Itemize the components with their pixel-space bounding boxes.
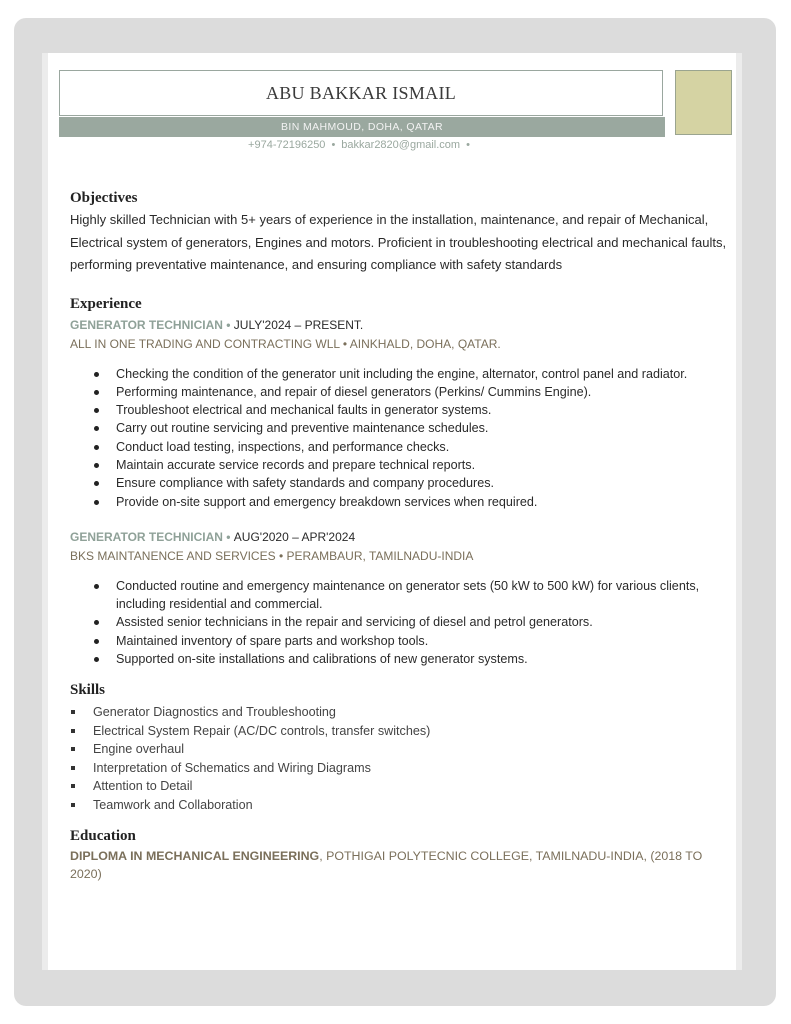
list-item: Generator Diagnostics and Troubleshooting <box>93 703 730 722</box>
education-heading: Education <box>70 828 136 845</box>
address-text: BIN MAHMOUD, DOHA, QATAR <box>280 121 444 133</box>
list-item: Conducted routine and emergency maintenance on generator sets (50 kW to 500 kW) for various clients, including residential and commercial. <box>116 577 730 614</box>
list-item: Performing maintenance, and repair of diesel generators (Perkins/ Cummins Engine). <box>116 383 730 401</box>
job-entry <box>70 316 730 511</box>
skills-section <box>70 682 730 814</box>
list-item: Troubleshoot electrical and mechanical faults in generator systems. <box>116 401 730 419</box>
objectives-section <box>70 190 730 277</box>
list-item: Supported on-site installations and calibrations of new generator systems. <box>116 650 730 668</box>
objectives-heading: Objectives <box>70 190 138 206</box>
skills-heading: Skills <box>70 682 106 699</box>
list-item: Engine overhaul <box>93 740 730 759</box>
objectives-text: Highly skilled Technician with 5+ years of experience in the installation, maintenance, and repair of Mechanical, Electrical system of generators, Engines and motors. Proficient in troubleshooting electrical and mechanical faults, performing preventative maintenance, and ensuring compliance with safety standards <box>70 212 727 272</box>
experience-heading: Experience <box>70 295 142 312</box>
degree-name: DIPLOMA IN MECHANICAL ENGINEERING <box>70 849 320 864</box>
experience-section <box>70 296 730 669</box>
list-item: Ensure compliance with safety standards and company procedures. <box>116 474 730 492</box>
address-bar <box>59 117 665 137</box>
job-title-line <box>70 316 730 335</box>
education-section <box>70 828 730 883</box>
education-details: , POTHIGAI POLYTECNIC COLLEGE, TAMILNADU-INDIA, (2018 TO 2020) <box>70 849 703 882</box>
candidate-name: ABU BAKKAR ISMAIL <box>265 82 457 103</box>
separator-dot: • <box>331 139 336 151</box>
list-item: Carry out routine servicing and preventive maintenance schedules. <box>116 419 730 437</box>
list-item: Interpretation of Schematics and Wiring Diagrams <box>93 759 730 778</box>
list-item: Electrical System Repair (AC/DC controls, transfer switches) <box>93 722 730 741</box>
job-title: GENERATOR TECHNICIAN <box>70 317 223 332</box>
job-title-line <box>70 528 730 547</box>
name-box <box>59 70 663 116</box>
job-duties-list <box>70 577 730 668</box>
job-dates: JULY'2024 – PRESENT. <box>233 317 364 332</box>
list-item: Attention to Detail <box>93 777 730 796</box>
list-item: Teamwork and Collaboration <box>93 796 730 815</box>
phone-number: +974-72196250 <box>248 139 326 151</box>
email-address: bakkar2820@gmail.com <box>341 139 461 151</box>
list-item: Maintained inventory of spare parts and workshop tools. <box>116 632 730 650</box>
company-line: ALL IN ONE TRADING AND CONTRACTING WLL • AINKHALD, DOHA, QATAR. <box>70 336 501 351</box>
job-dates: AUG'2020 – APR'2024 <box>233 529 356 544</box>
separator-dot: • <box>466 139 470 151</box>
list-item: Provide on-site support and emergency breakdown services when required. <box>116 493 730 511</box>
separator-dot: • <box>222 529 234 544</box>
list-item: Checking the condition of the generator unit including the engine, alternator, control panel and radiator. <box>116 365 730 383</box>
separator-dot: • <box>222 317 234 332</box>
contact-line <box>59 139 665 151</box>
job-entry <box>70 528 730 668</box>
job-title: GENERATOR TECHNICIAN <box>70 529 223 544</box>
list-item: Conduct load testing, inspections, and performance checks. <box>116 438 730 456</box>
resume-content <box>70 190 730 883</box>
skills-list <box>70 703 730 814</box>
company-line: BKS MAINTANENCE AND SERVICES • PERAMBAUR, TAMILNADU-INDIA <box>70 548 474 563</box>
education-text <box>70 847 730 883</box>
photo-placeholder <box>675 70 732 135</box>
list-item: Maintain accurate service records and prepare technical reports. <box>116 456 730 474</box>
list-item: Assisted senior technicians in the repair and servicing of diesel and petrol generators. <box>116 613 730 631</box>
job-duties-list <box>70 365 730 511</box>
